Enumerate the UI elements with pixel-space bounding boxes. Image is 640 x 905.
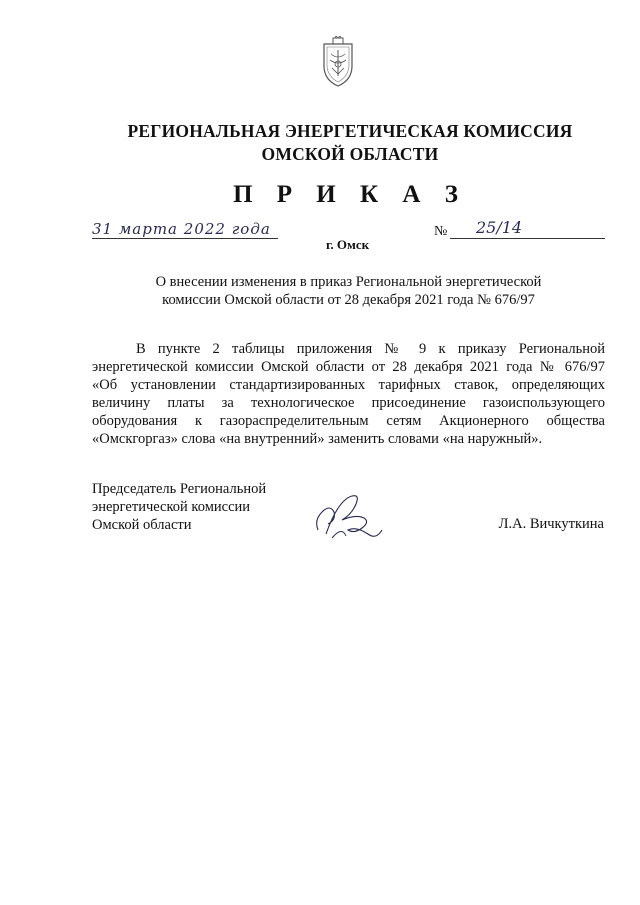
body-line: величину платы за технологическое присоединение газоиспользующего — [92, 395, 605, 411]
signer-position-line1: Председатель Региональной — [92, 481, 267, 497]
organization-name-line2: ОМСКОЙ ОБЛАСТИ — [261, 144, 439, 164]
body-line: В пункте 2 таблицы приложения № 9 к приказу Региональной — [136, 341, 605, 357]
number-sign: № — [434, 224, 448, 239]
document-body — [92, 340, 605, 448]
signer-position-line3: Омской области — [92, 517, 192, 533]
subject-line2: комиссии Омской области от 28 декабря 2021 года № 676/97 — [162, 292, 535, 308]
city-label: г. Омск — [326, 237, 370, 252]
body-line: «Об установлении стандартизированных тарифных ставок, определяющих — [92, 377, 605, 393]
signer-name: Л.А. Вичкуткина — [498, 516, 604, 532]
handwritten-number: 25/14 — [476, 218, 523, 237]
body-line: оборудования к газораспределительным сетям Акционерного общества — [92, 413, 605, 429]
date-underline — [92, 238, 278, 239]
body-line: «Омскгоргаз» слова «на внутренний» заменить словами «на наружный». — [92, 431, 543, 447]
document-type-title: П Р И К А З — [233, 181, 467, 208]
handwritten-signature — [312, 490, 388, 546]
signer-position-line2: энергетической комиссии — [92, 499, 251, 515]
coat-of-arms-emblem — [318, 36, 358, 88]
subject-line1: О внесении изменения в приказ Региональной энергетической — [155, 274, 542, 290]
handwritten-date: 31 марта 2022 года — [92, 220, 271, 238]
organization-name-line1: РЕГИОНАЛЬНАЯ ЭНЕРГЕТИЧЕСКАЯ КОМИССИЯ — [127, 121, 573, 141]
body-line: энергетической комиссии Омской области от 28 декабря 2021 года № 676/97 — [92, 359, 605, 375]
number-underline — [450, 238, 605, 239]
document-subject — [92, 273, 605, 309]
signer-position — [92, 480, 266, 534]
